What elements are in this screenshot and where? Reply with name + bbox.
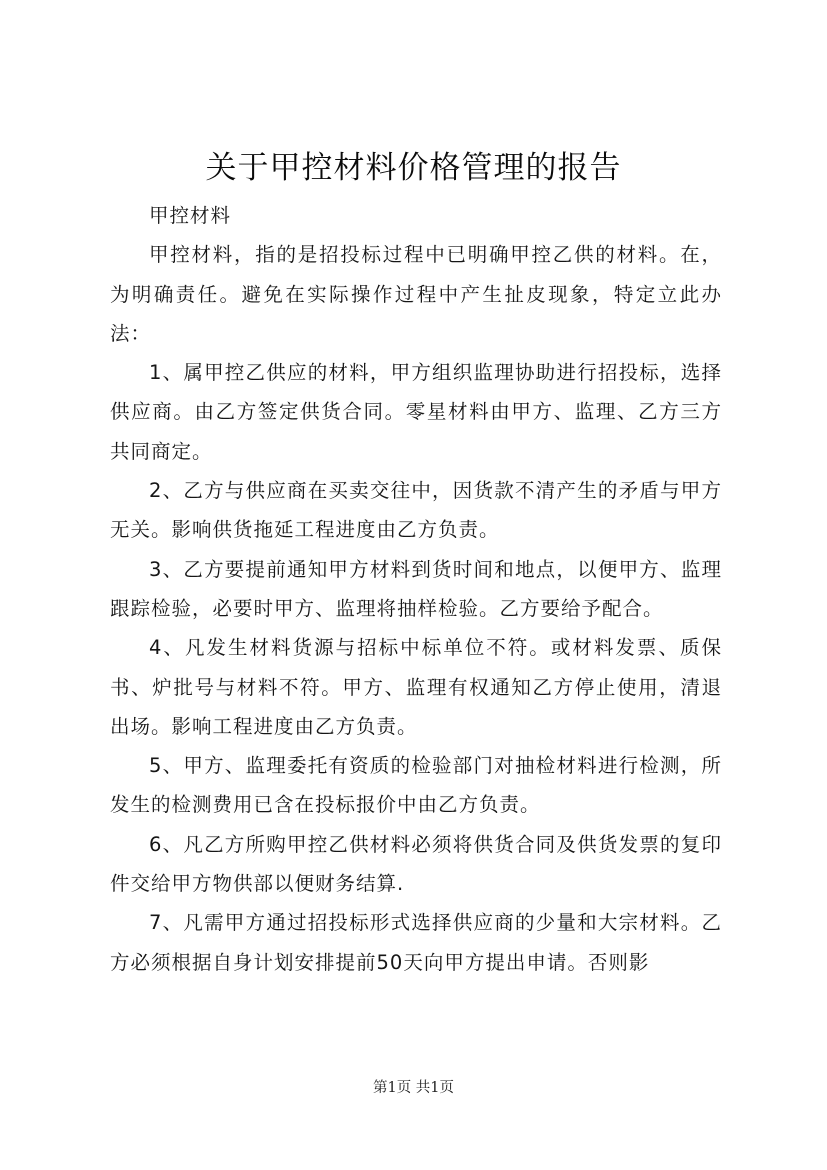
clause-1: 1、属甲控乙供应的材料，甲方组织监理协助进行招投标，选择供应商。由乙方签定供货合同。零星材料由甲方、监理、乙方三方共同商定。	[110, 361, 722, 463]
clause-7: 7、凡需甲方通过招投标形式选择供应商的少量和大宗材料。乙方必须根据自身计划安排提前50天向甲方提出申请。否则影	[110, 911, 722, 974]
clause-6: 6、凡乙方所购甲控乙供材料必须将供货合同及供货发票的复印件交给甲方物供部以便财务结算.	[110, 832, 722, 896]
intro-paragraph: 甲控材料，指的是招投标过程中已明确甲控乙供的材料。在，为明确责任。避免在实际操作过程中产生扯皮现象，特定立此办法：	[110, 243, 722, 345]
section-heading: 甲控材料	[149, 204, 232, 227]
clause-5: 5、甲方、监理委托有资质的检验部门对抽检材料进行检测，所发生的检测费用已含在投标报价中由乙方负责。	[110, 754, 722, 817]
clause-3: 3、乙方要提前通知甲方材料到货时间和地点，以便甲方、监理跟踪检验，必要时甲方、监理将抽样检验。乙方要给予配合。	[110, 557, 722, 620]
document-body	[110, 196, 722, 982]
page-number-footer: 第1页 共1页	[372, 1080, 455, 1096]
clause-2: 2、乙方与供应商在买卖交往中，因货款不清产生的矛盾与甲方无关。影响供货拖延工程进度由乙方负责。	[110, 479, 722, 542]
page-title: 关于甲控材料价格管理的报告	[205, 150, 622, 186]
clause-4: 4、凡发生材料货源与招标中标单位不符。或材料发票、质保书、炉批号与材料不符。甲方、监理有权通知乙方停止使用，清退出场。影响工程进度由乙方负责。	[110, 636, 722, 738]
